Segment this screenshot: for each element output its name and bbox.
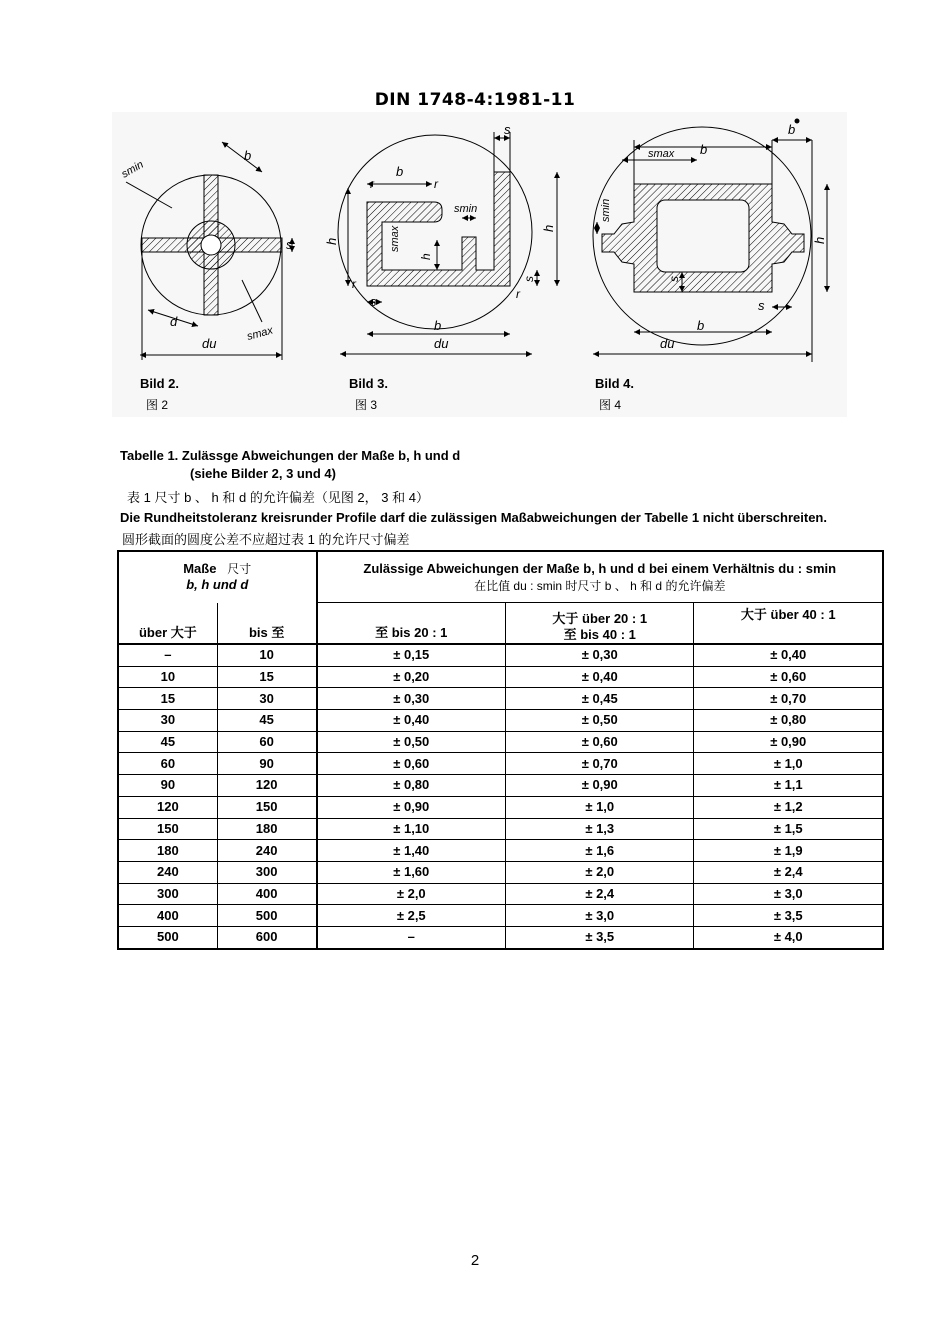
roundness-note: Die Rundheitstoleranz kreisrunder Profile darf die zulässigen Maßabweichungen der Tabelle 1 nicht überschreiten. xyxy=(120,510,827,525)
table-cell-bis: 45 xyxy=(217,710,316,732)
fig3-r4-label: r xyxy=(516,287,520,301)
fig3-du-label: du xyxy=(434,336,449,351)
table-cell-c: ± 0,60 xyxy=(694,666,883,688)
table-cell-bis: 30 xyxy=(217,688,316,710)
table-cell-a: ± 0,20 xyxy=(317,666,506,688)
table-cell-c: ± 1,9 xyxy=(694,840,883,862)
table-cell-bis: 90 xyxy=(217,753,316,775)
table-cell-b: ± 0,40 xyxy=(506,666,694,688)
ratio-col-2-header xyxy=(506,603,694,645)
table-cell-over: 120 xyxy=(118,796,217,818)
table-row xyxy=(118,861,883,883)
table-cell-over: 500 xyxy=(118,926,217,948)
table-cell-bis: 15 xyxy=(217,666,316,688)
technical-drawings xyxy=(112,112,847,417)
table-row xyxy=(118,731,883,753)
fig3-r3-label: r xyxy=(352,277,356,291)
masse-de: Maße xyxy=(183,561,217,577)
figure-3-drawing xyxy=(338,132,557,354)
table-cell-c: ± 0,90 xyxy=(694,731,883,753)
document-header: DIN 1748-4:1981-11 xyxy=(374,90,576,110)
tolerance-table xyxy=(117,550,884,950)
figure-4-label-cn: 图 4 xyxy=(599,398,622,412)
table-cell-b: ± 0,50 xyxy=(506,710,694,732)
table-cell-b: ± 3,5 xyxy=(506,926,694,948)
figure-4-drawing xyxy=(593,127,827,362)
table-cell-a: ± 0,80 xyxy=(317,775,506,797)
table-header-row-2 xyxy=(118,603,883,645)
table-cell-b: ± 1,0 xyxy=(506,796,694,818)
fig3-b-top-label: b xyxy=(396,164,404,179)
table-cell-c: ± 3,0 xyxy=(694,883,883,905)
fig3-h-inner-label: h xyxy=(419,253,433,260)
deviation-header xyxy=(317,551,883,603)
fig3-h-right-label: h xyxy=(541,224,556,232)
table-cell-bis: 600 xyxy=(217,926,316,948)
table-cell-over: 150 xyxy=(118,818,217,840)
deviation-header-cn: 在比值 du : smin 时尺寸 b 、 h 和 d 的允许偏差 xyxy=(474,578,726,593)
table-cell-over: – xyxy=(118,644,217,666)
table-row xyxy=(118,775,883,797)
table-cell-over: 300 xyxy=(118,883,217,905)
fig4-b-label: b xyxy=(697,318,705,333)
table-cell-a: ± 0,50 xyxy=(317,731,506,753)
table-cell-over: 15 xyxy=(118,688,217,710)
table-cell-c: ± 4,0 xyxy=(694,926,883,948)
fig3-s-top-label: s xyxy=(504,122,511,137)
table-cell-over: 180 xyxy=(118,840,217,862)
table-cell-over: 10 xyxy=(118,666,217,688)
table-cell-a: ± 0,30 xyxy=(317,688,506,710)
table-cell-c: ± 1,1 xyxy=(694,775,883,797)
fig2-smax-label: smax xyxy=(245,324,275,343)
table-cell-b: ± 1,3 xyxy=(506,818,694,840)
table-cell-bis: 500 xyxy=(217,905,316,927)
table-cell-over: 400 xyxy=(118,905,217,927)
table-cell-b: ± 3,0 xyxy=(506,905,694,927)
table-caption-cn: 表 1 尺寸 b 、 h 和 d 的允许偏差（见图 2， 3 和 4） xyxy=(127,490,429,505)
table-cell-bis: 150 xyxy=(217,796,316,818)
table-cell-bis: 10 xyxy=(217,644,316,666)
bullet-mark-icon xyxy=(795,119,800,124)
over-header: über 大于 xyxy=(118,603,217,645)
table-row xyxy=(118,883,883,905)
figure-2-label-cn: 图 2 xyxy=(146,398,169,412)
table-row xyxy=(118,688,883,710)
table-caption-number: Tabelle 1. xyxy=(120,448,179,463)
ratio-col-2-line1: 大于 über 20 : 1 xyxy=(552,611,648,626)
table-cell-c: ± 0,70 xyxy=(694,688,883,710)
masse-cn: 尺寸 xyxy=(227,562,252,577)
figure-4-label: Bild 4. xyxy=(595,376,635,391)
ratio-col-1-header: 至 bis 20 : 1 xyxy=(317,603,506,645)
table-cell-b: ± 0,90 xyxy=(506,775,694,797)
table-cell-b: ± 0,30 xyxy=(506,644,694,666)
table-row xyxy=(118,710,883,732)
table-cell-a: ± 1,40 xyxy=(317,840,506,862)
table-cell-c: ± 3,5 xyxy=(694,905,883,927)
bis-header: bis 至 xyxy=(217,603,316,645)
fig2-s-label: s xyxy=(286,237,293,252)
table-cell-b: ± 0,45 xyxy=(506,688,694,710)
table-cell-c: ± 2,4 xyxy=(694,861,883,883)
fig3-r2-label: r xyxy=(434,177,438,191)
figure-3-label-cn: 图 3 xyxy=(355,398,378,412)
table-cell-a: ± 2,5 xyxy=(317,905,506,927)
table-cell-c: ± 1,2 xyxy=(694,796,883,818)
figure-2-label: Bild 2. xyxy=(140,376,180,391)
fig4-smax-label: smax xyxy=(648,148,675,160)
table-row xyxy=(118,926,883,948)
table-cell-b: ± 2,4 xyxy=(506,883,694,905)
table-header-row-1 xyxy=(118,551,883,603)
fig4-s-bottom-label: s xyxy=(758,298,765,313)
table-cell-c: ± 1,5 xyxy=(694,818,883,840)
table-cell-over: 30 xyxy=(118,710,217,732)
table-cell-over: 90 xyxy=(118,775,217,797)
figures-panel xyxy=(112,112,847,417)
fig2-smin-label: smin xyxy=(119,158,146,181)
table-row xyxy=(118,753,883,775)
fig3-smax-label: smax xyxy=(389,225,401,252)
table-cell-bis: 120 xyxy=(217,775,316,797)
table-cell-a: – xyxy=(317,926,506,948)
figure-3-label: Bild 3. xyxy=(349,376,389,391)
table-caption-title: Zulässge Abweichungen der Maße b, h und d xyxy=(181,448,461,463)
table-cell-c: ± 0,80 xyxy=(694,710,883,732)
table-cell-b: ± 0,70 xyxy=(506,753,694,775)
table-cell-a: ± 1,60 xyxy=(317,861,506,883)
fig4-smin-label: smin xyxy=(600,198,612,222)
fig4-s-inner-label: s xyxy=(667,276,681,282)
table-row xyxy=(118,818,883,840)
fig4-h-label: h xyxy=(812,236,827,244)
table-caption xyxy=(120,448,460,463)
table-caption-ref: (siehe Bilder 2, 3 und 4) xyxy=(190,466,336,481)
fig2-d-label: d xyxy=(170,314,178,329)
masse-header xyxy=(118,551,317,603)
table-cell-b: ± 0,60 xyxy=(506,731,694,753)
table-cell-over: 240 xyxy=(118,861,217,883)
table-body xyxy=(118,644,883,949)
table-cell-a: ± 0,40 xyxy=(317,710,506,732)
table-cell-bis: 240 xyxy=(217,840,316,862)
table-cell-a: ± 2,0 xyxy=(317,883,506,905)
fig3-s-bottom-label: s xyxy=(370,294,377,309)
masse-vars: b, h und d xyxy=(186,577,249,593)
table-row xyxy=(118,840,883,862)
table-row xyxy=(118,796,883,818)
fig4-b-mark-label: b xyxy=(788,122,796,137)
fig3-b-label: b xyxy=(434,318,442,333)
fig3-h-left-label: h xyxy=(324,237,339,245)
fig3-smin-label: smin xyxy=(454,203,478,215)
table-cell-bis: 60 xyxy=(217,731,316,753)
table-cell-c: ± 1,0 xyxy=(694,753,883,775)
table-cell-a: ± 0,90 xyxy=(317,796,506,818)
ratio-col-2-line2: 至 bis 40 : 1 xyxy=(563,627,636,642)
table-row xyxy=(118,644,883,666)
table-cell-a: ± 0,15 xyxy=(317,644,506,666)
table-cell-c: ± 0,40 xyxy=(694,644,883,666)
table-cell-a: ± 0,60 xyxy=(317,753,506,775)
table-cell-bis: 300 xyxy=(217,861,316,883)
table-cell-bis: 400 xyxy=(217,883,316,905)
table-row xyxy=(118,905,883,927)
table-cell-b: ± 2,0 xyxy=(506,861,694,883)
deviation-header-de: Zulässige Abweichungen der Maße b, h und d bei einem Verhältnis du : smin xyxy=(363,560,837,576)
fig2-du-label: du xyxy=(202,336,217,351)
page-number: 2 xyxy=(470,1252,480,1269)
fig2-b-label: b xyxy=(244,148,252,163)
fig3-r1-label: r xyxy=(370,177,374,191)
table-cell-over: 45 xyxy=(118,731,217,753)
table-cell-over: 60 xyxy=(118,753,217,775)
fig4-b-top-label: b xyxy=(700,142,708,157)
fig3-s-right-label: s xyxy=(522,276,536,282)
roundness-note-cn: 圆形截面的圆度公差不应超过表 1 的允许尺寸偏差 xyxy=(122,532,410,547)
table-cell-a: ± 1,10 xyxy=(317,818,506,840)
fig4-du-label: du xyxy=(660,336,675,351)
table-row xyxy=(118,666,883,688)
table-cell-bis: 180 xyxy=(217,818,316,840)
ratio-col-3-header: 大于 über 40 : 1 xyxy=(694,603,883,645)
table-cell-b: ± 1,6 xyxy=(506,840,694,862)
